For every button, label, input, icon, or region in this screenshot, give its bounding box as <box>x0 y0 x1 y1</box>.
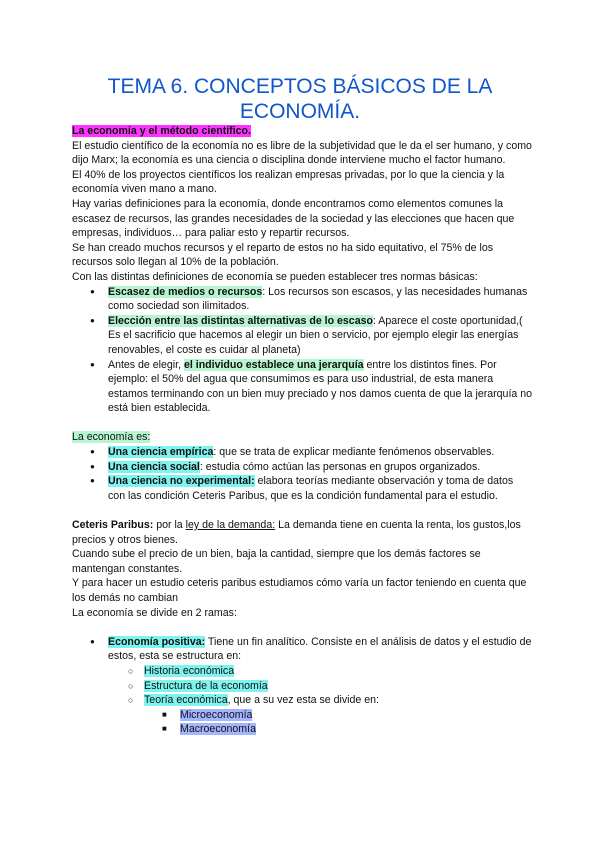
item-text: entre los distintos fines. Por ejemplo: el 50% del agua que consumimos es para uso industrial, de esta manera estamos terminando con un bien muy preciado y nos damos cuenta de que la jerarquía no está bien establecida. <box>108 358 533 415</box>
underlined-term: ley de la demanda: <box>185 519 276 532</box>
term-highlight: Economía positiva: <box>108 635 206 648</box>
list-item <box>72 358 532 416</box>
term-highlight: Escasez de medios o recursos <box>108 285 263 298</box>
paragraph-price-rule: Cuando sube el precio de un bien, baja la cantidad, siempre que los demás factores se mantengan constantes. <box>72 548 481 575</box>
term-highlight: el individuo establece una jerarquía <box>183 358 364 371</box>
paragraph-ceteris-study: Y para hacer un estudio ceteris paribus estudiamos cómo varía un factor teniendo en cuenta que los demás no cambian <box>72 577 527 604</box>
highlighted-heading: La economía y el método científico. <box>72 125 251 137</box>
subsublist-item <box>72 708 532 723</box>
item-text: Antes de elegir, <box>108 358 184 371</box>
item-text: elabora teorías mediante observación y toma de datos con las condición Ceteris Paribus, que es la condición fundamental para el estudio. <box>108 475 514 502</box>
paragraph-ceteris-paribus <box>72 518 532 547</box>
term-highlight: Una ciencia no experimental: <box>108 475 255 488</box>
sublist-item <box>72 679 532 694</box>
term-highlight: Microeconomía <box>180 708 253 721</box>
paragraph-subjectivity: El estudio científico de la economía no es libre de la subjetividad que le da el ser humano, y como dijo Marx; la economía es una ciencia o disciplina donde interviene mucho el factor humano. <box>72 139 532 167</box>
norms-list <box>72 285 532 416</box>
item-text: : estudia cómo actúan las personas en grupos organizados. <box>199 460 481 473</box>
term-highlight: Una ciencia empírica <box>108 446 214 459</box>
branches-list <box>72 635 532 737</box>
item-text: : Los recursos son escasos, y las necesidades humanas como sociedad son ilimitados. <box>108 285 528 313</box>
term-highlight: Macroeconomía <box>180 723 256 736</box>
list-item <box>72 285 532 314</box>
science-list <box>72 445 532 503</box>
item-text: , que a su vez esta se divide en: <box>227 694 379 707</box>
term-highlight: Estructura de la economía <box>144 679 268 692</box>
page-title: TEMA 6. CONCEPTOS BÁSICOS DE LA ECONOMÍA. <box>107 75 493 123</box>
list-item <box>72 445 532 460</box>
term-highlight: Teoría económica <box>144 694 228 707</box>
paragraph-definitions: Hay varias definiciones para la economía, donde encontramos como elementos comunes la escasez de recursos, las grandes necesidades de la sociedad y las elecciones que hacen que empresas, individuos… para paliar esto y repartir recursos. <box>72 197 515 240</box>
item-text: Tiene un fin analítico. Consiste en el análisis de datos y el estudio de estos, esta se estructura en: <box>108 635 532 663</box>
paragraph-distribution: Se han creado muchos recursos y el reparto de estos no ha sido equitativo, el 75% de los recursos solo llegan al 10% de la población. <box>72 241 494 269</box>
list-item <box>72 460 532 475</box>
list-item <box>72 474 532 503</box>
section-heading-economy-is <box>72 430 532 445</box>
item-text: por la <box>153 519 186 532</box>
term-highlight: Una ciencia social <box>108 460 200 473</box>
term-highlight: Elección entre las distintas alternativas de lo escaso <box>108 314 373 327</box>
sublist-item <box>72 693 532 708</box>
list-item <box>72 314 532 358</box>
term-bold: Ceteris Paribus: <box>72 519 154 532</box>
item-text: : que se trata de explicar mediante fenómenos observables. <box>213 446 495 459</box>
item-text: : Aparece el coste oportunidad,( Es el sacrificio que hacemos al elegir un bien o servicio, por ejemplo elegir las energías renovables, el coste es cuidar al planeta) <box>108 314 523 356</box>
paragraph-norms-intro: Con las distintas definiciones de economía se pueden establecer tres normas básicas: <box>72 270 478 283</box>
document-body <box>72 124 532 737</box>
item-text: La demanda tiene en cuenta la renta, los gustos,los precios y otros bienes. <box>72 519 521 546</box>
term-highlight: Historia económica <box>144 664 235 677</box>
paragraph-private-projects: El 40% de los proyectos científicos los realizan empresas privadas, por lo que la ciencia y la economía viven mano a mano. <box>72 168 505 196</box>
highlighted-heading: La economía es: <box>72 431 151 444</box>
section-heading-method <box>72 124 532 139</box>
list-item <box>72 635 532 664</box>
subsublist-item <box>72 722 532 737</box>
paragraph-branches-intro: La economía se divide en 2 ramas: <box>72 606 237 619</box>
sublist-item <box>72 664 532 679</box>
